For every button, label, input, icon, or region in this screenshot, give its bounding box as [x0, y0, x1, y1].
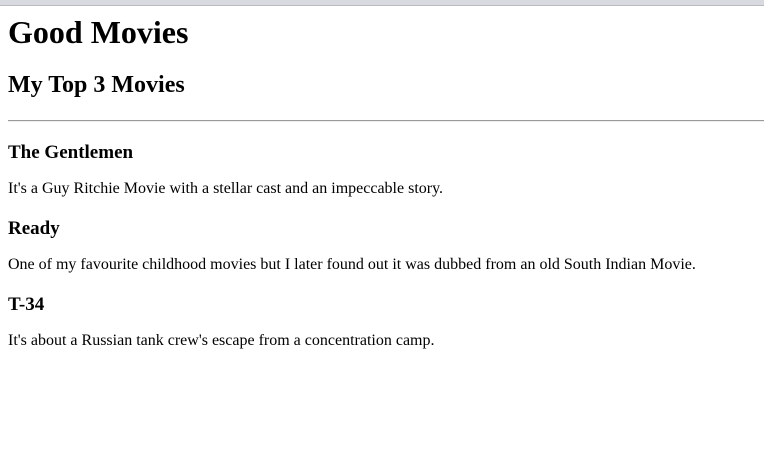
page-content [0, 16, 764, 350]
movie-title: Ready [8, 218, 60, 239]
browser-top-bar [0, 0, 764, 6]
movie-title: The Gentlemen [8, 142, 134, 163]
divider [8, 120, 764, 122]
movie-item [8, 294, 764, 350]
movie-list [8, 142, 764, 350]
movie-item [8, 142, 764, 198]
movie-description: One of my favourite childhood movies but I later found out it was dubbed from an old South Indian Movie. [8, 256, 696, 273]
section-heading: My Top 3 Movies [8, 72, 185, 98]
movie-item [8, 218, 764, 274]
movie-description: It's about a Russian tank crew's escape from a concentration camp. [8, 332, 435, 349]
site-title: Good Movies [8, 14, 189, 50]
movie-description: It's a Guy Ritchie Movie with a stellar cast and an impeccable story. [8, 180, 444, 197]
movie-title: T-34 [8, 294, 45, 315]
